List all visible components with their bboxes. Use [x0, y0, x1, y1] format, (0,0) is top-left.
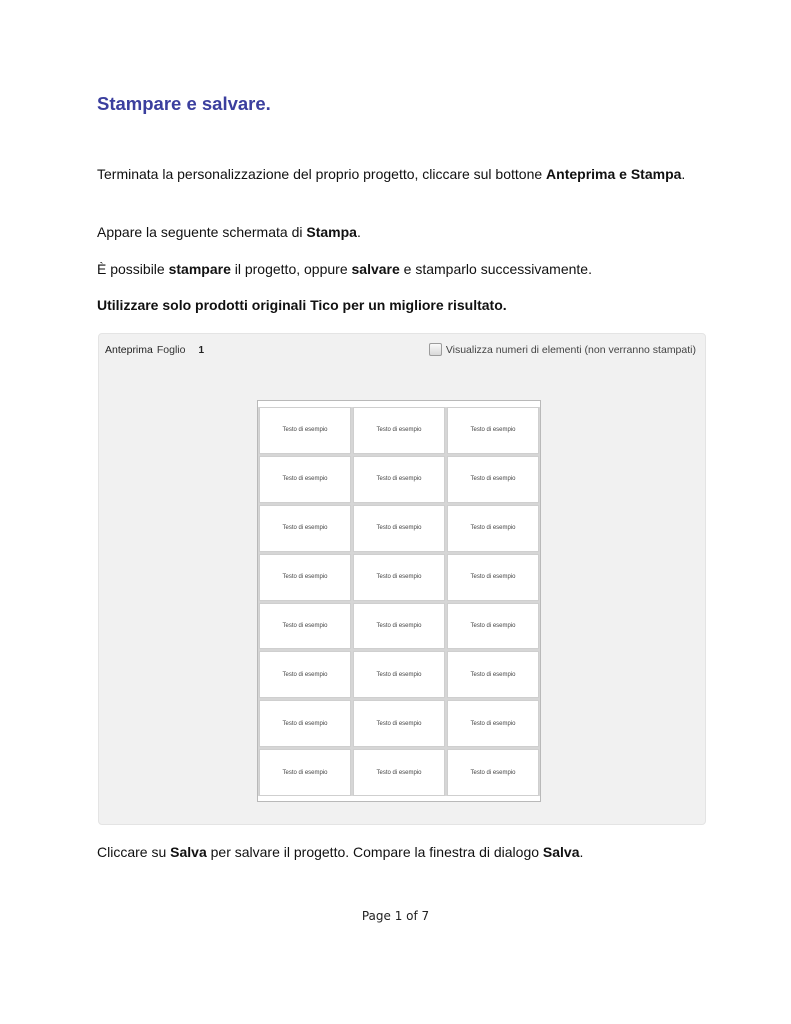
preview-page-word: Foglio [156, 344, 186, 356]
save-d: . [579, 844, 584, 860]
label-cell[interactable]: Testo di esempio [259, 700, 351, 747]
options-a: È possibile [97, 261, 169, 277]
save-bold-1: Salva [170, 844, 207, 860]
intro-bold: Anteprima e Stampa [546, 166, 682, 182]
label-cell[interactable]: Testo di esempio [353, 456, 445, 503]
label-cell[interactable]: Testo di esempio [259, 651, 351, 698]
preview-header [105, 344, 204, 356]
label-cell[interactable]: Testo di esempio [447, 749, 539, 796]
page-footer: Page 1 of 7 [361, 909, 430, 923]
screen-bold: Stampa [306, 224, 357, 240]
options-save: salvare [351, 261, 400, 277]
label-cell[interactable]: Testo di esempio [353, 554, 445, 601]
intro-end: . [681, 166, 686, 182]
show-numbers-option[interactable] [429, 343, 696, 356]
label-cell[interactable]: Testo di esempio [353, 407, 445, 454]
print-preview-screenshot [98, 333, 706, 825]
preview-title: Anteprima [105, 344, 153, 356]
label-cell[interactable]: Testo di esempio [259, 456, 351, 503]
options-print: stampare [168, 261, 231, 277]
options-d: e stamparlo successivamente. [399, 261, 592, 277]
label-cell[interactable]: Testo di esempio [353, 505, 445, 552]
save-c: per salvare il progetto. Compare la finestra di dialogo [206, 844, 543, 860]
label-cell[interactable]: Testo di esempio [353, 749, 445, 796]
show-numbers-label[interactable]: Visualizza numeri di elementi (non verranno stampati) [445, 343, 696, 356]
label-cell[interactable]: Testo di esempio [447, 407, 539, 454]
paragraph-save [97, 844, 687, 860]
preview-page-number[interactable]: 1 [198, 345, 205, 356]
label-cell[interactable]: Testo di esempio [259, 505, 351, 552]
label-cell[interactable]: Testo di esempio [447, 456, 539, 503]
paragraph-recommendation: Utilizzare solo prodotti originali Tico per un migliore risultato. [97, 297, 507, 313]
label-cell[interactable]: Testo di esempio [447, 700, 539, 747]
label-cell[interactable]: Testo di esempio [259, 554, 351, 601]
label-cell[interactable]: Testo di esempio [259, 407, 351, 454]
label-cell[interactable]: Testo di esempio [447, 651, 539, 698]
screen-text: Appare la seguente schermata di [97, 224, 307, 240]
label-cell[interactable]: Testo di esempio [447, 505, 539, 552]
label-cell[interactable]: Testo di esempio [447, 603, 539, 650]
label-cell[interactable]: Testo di esempio [259, 603, 351, 650]
paragraph-options [97, 261, 687, 277]
paragraph-intro [97, 166, 687, 182]
label-cell[interactable]: Testo di esempio [353, 603, 445, 650]
label-cell[interactable]: Testo di esempio [353, 651, 445, 698]
label-cell[interactable]: Testo di esempio [353, 700, 445, 747]
options-c: il progetto, oppure [230, 261, 352, 277]
label-grid [258, 407, 540, 796]
save-a: Cliccare su [97, 844, 171, 860]
intro-text: Terminata la personalizzazione del proprio progetto, cliccare sul bottone [97, 166, 547, 182]
show-numbers-checkbox[interactable] [429, 343, 442, 356]
label-cell[interactable]: Testo di esempio [447, 554, 539, 601]
label-cell[interactable]: Testo di esempio [259, 749, 351, 796]
screen-end: . [356, 224, 361, 240]
save-bold-2: Salva [542, 844, 580, 860]
label-sheet [257, 400, 541, 802]
section-title: Stampare e salvare. [97, 93, 271, 114]
paragraph-screen [97, 224, 687, 240]
